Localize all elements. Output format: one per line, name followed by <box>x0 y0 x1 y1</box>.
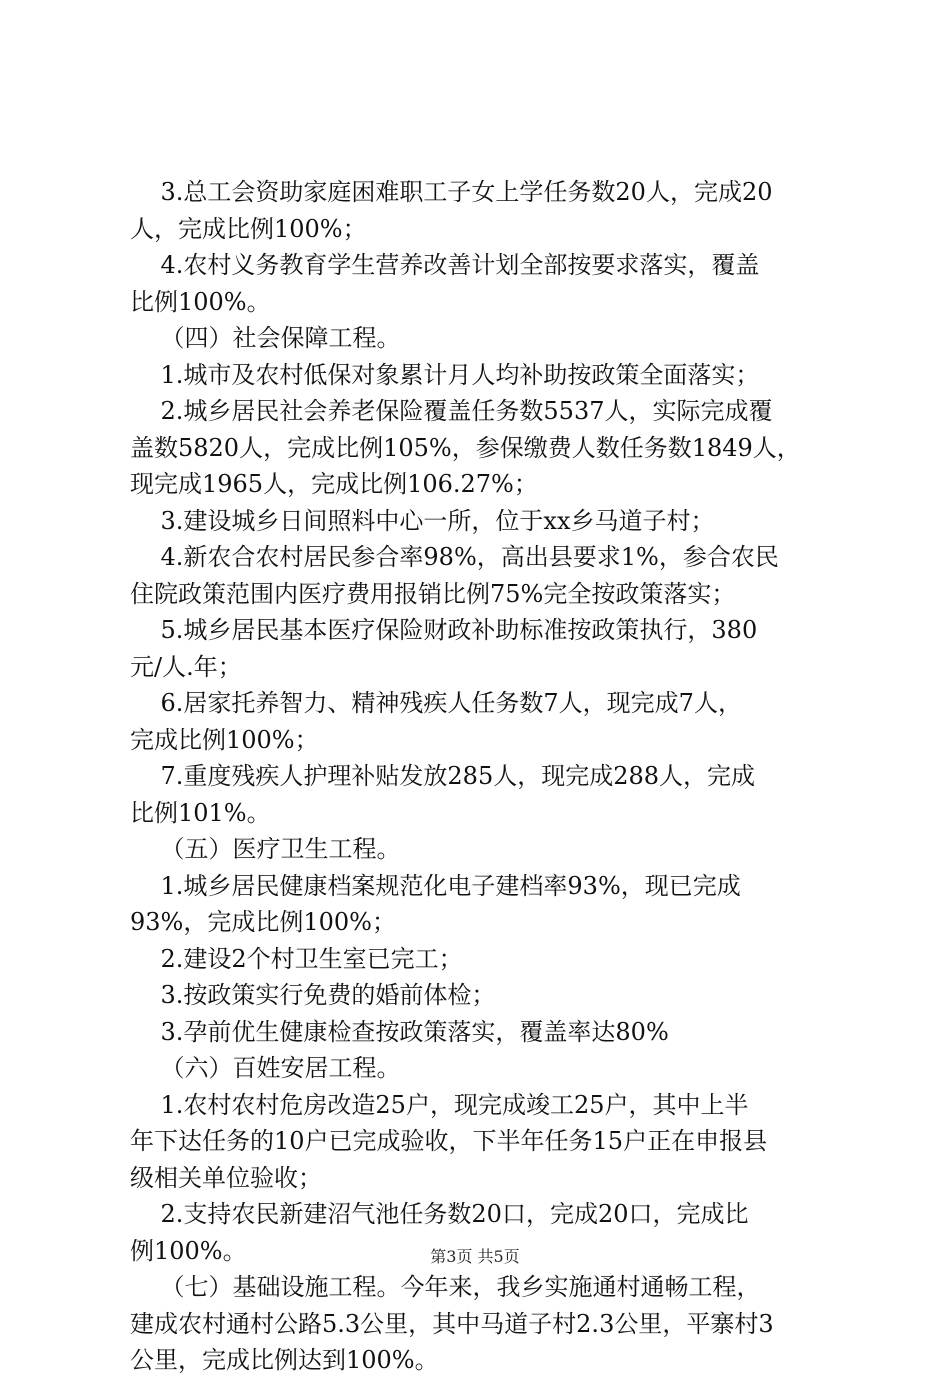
text-line: 1.农村农村危房改造25户，现完成竣工25户，其中上半 <box>130 1090 749 1119</box>
text-line: 1.城乡居民健康档案规范化电子建档率93%，现已完成 <box>130 871 741 900</box>
text-line: （六）百姓安居工程。 <box>130 1054 401 1082</box>
text-line: 盖数5820人，完成比例105%，参保缴费人数任务数1849人， <box>130 433 801 462</box>
text-line: 级相关单位验收； <box>130 1163 322 1192</box>
text-line: 3.按政策实行免费的婚前体检； <box>130 981 496 1009</box>
text-line: 2.支持农民新建沼气池任务数20口，完成20口，完成比 <box>130 1200 749 1228</box>
text-line: 7.重度残疾人护理补贴发放285人，现完成288人，完成 <box>130 762 756 790</box>
text-line: 93%，完成比例100%； <box>130 908 396 936</box>
text-line: 公里，完成比例达到100%。 <box>130 1346 439 1374</box>
text-line: 年下达任务的10户已完成验收，下半年任务15户正在申报县 <box>130 1127 768 1155</box>
text-line: 2.城乡居民社会养老保险覆盖任务数5537人，实际完成覆 <box>130 397 773 425</box>
text-line: （七）基础设施工程。今年来，我乡实施通村通畅工程， <box>130 1273 761 1301</box>
text-line: 比例101%。 <box>130 798 271 827</box>
text-line: 比例100%。 <box>130 287 271 316</box>
text-line: 3.孕前优生健康检查按政策落实，覆盖率达80% <box>130 1017 669 1046</box>
text-line: 1.城市及农村低保对象累计月人均补助按政策全面落实； <box>130 360 760 389</box>
text-line: （五）医疗卫生工程。 <box>130 835 401 863</box>
text-line: 元/人.年； <box>130 652 242 681</box>
page-footer: 第3页 共5页 <box>430 1247 520 1266</box>
text-line: 4.农村义务教育学生营养改善计划全部按要求落实，覆盖 <box>130 251 760 279</box>
text-line: 3.建设城乡日间照料中心一所，位于xx乡马道子村； <box>130 506 715 535</box>
text-line: 住院政策范围内医疗费用报销比例75%完全按政策落实； <box>130 579 736 608</box>
text-line: 5.城乡居民基本医疗保险财政补助标准按政策执行，380 <box>130 616 758 644</box>
text-line: 例100%。 <box>130 1236 247 1265</box>
text-line: 3.总工会资助家庭困难职工子女上学任务数20人，完成20 <box>130 178 773 206</box>
text-line: 现完成1965人，完成比例106.27%； <box>130 470 538 498</box>
text-line: （四）社会保障工程。 <box>130 324 401 352</box>
text-line: 人，完成比例100%； <box>130 214 367 243</box>
text-line: 完成比例100%； <box>130 725 319 754</box>
text-line: 建成农村通村公路5.3公里，其中马道子村2.3公里，平寨村3 <box>130 1309 774 1338</box>
text-line: 4.新农合农村居民参合率98%，高出县要求1%，参合农民 <box>130 543 779 571</box>
text-line: 6.居家托养智力、精神残疾人任务数7人，现完成7人， <box>130 689 742 717</box>
body-text <box>130 174 830 1379</box>
text-line: 2.建设2个村卫生室已完工； <box>130 944 463 973</box>
